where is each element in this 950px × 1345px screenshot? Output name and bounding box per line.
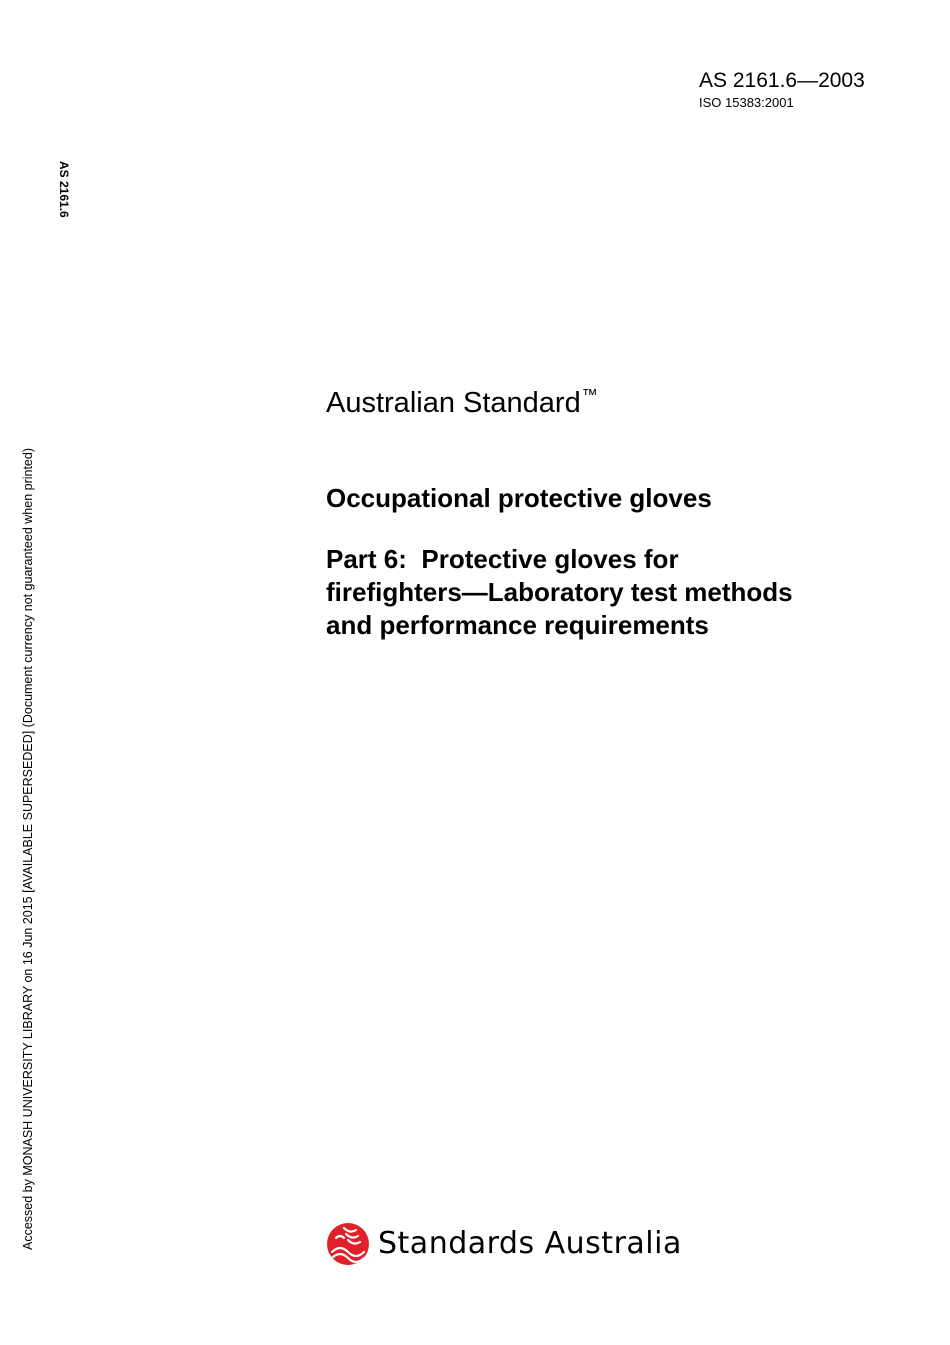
access-note: Accessed by MONASH UNIVERSITY LIBRARY on 16 Jun 2015 [AVAILABLE SUPERSEDED] (Document currency not guaranteed when printed) (21, 447, 35, 1250)
document-title: Occupational protective gloves (326, 483, 712, 513)
series-text: Australian Standard (326, 387, 581, 419)
publisher-name: Standards Australia (378, 1226, 682, 1261)
standard-number: AS 2161.6—2003 (699, 69, 865, 92)
series-label (326, 378, 598, 421)
subtitle-line: Part 6: Protective gloves for (326, 544, 679, 574)
spine-label: AS 2161.6 (57, 161, 71, 218)
subtitle-line: firefighters—Laboratory test methods (326, 577, 793, 607)
iso-number: ISO 15383:2001 (699, 95, 794, 110)
standards-australia-logo-icon (326, 1222, 370, 1266)
document-subtitle (326, 543, 886, 642)
publisher-logo (326, 1220, 682, 1268)
subtitle-line: and performance requirements (326, 610, 709, 640)
trademark-symbol: ™ (581, 387, 598, 404)
